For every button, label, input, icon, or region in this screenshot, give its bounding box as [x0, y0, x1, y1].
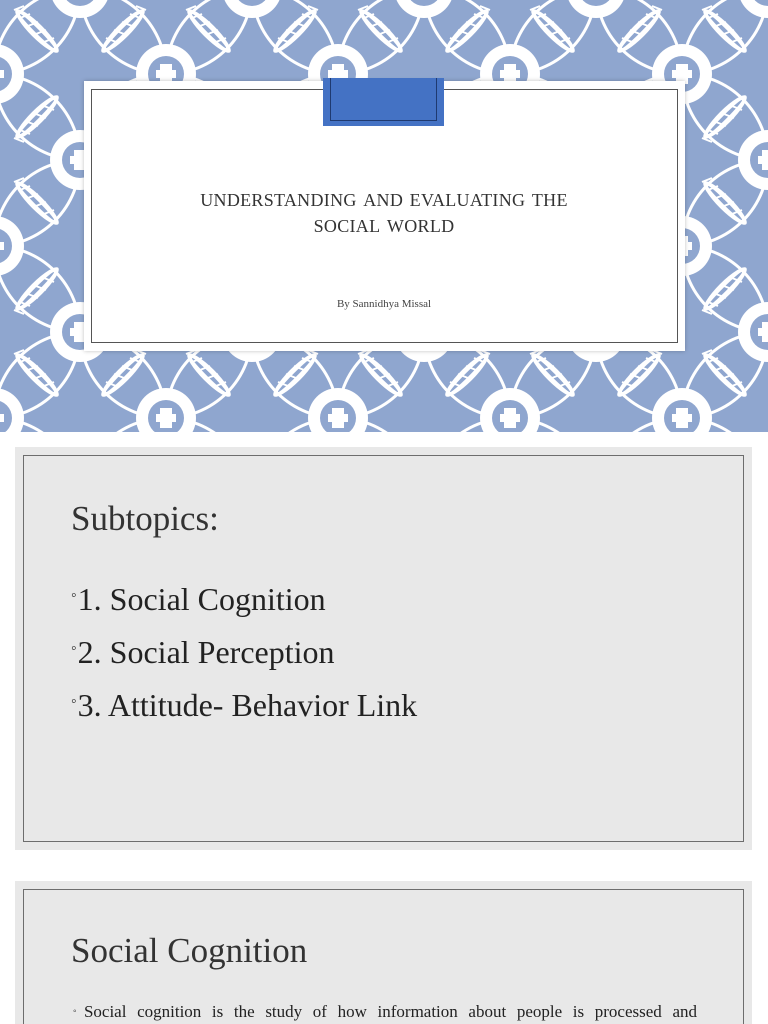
social-cognition-slide [15, 881, 752, 1024]
slide-heading: Social Cognition [71, 931, 308, 970]
title-accent-tab [323, 78, 444, 126]
slide-title-line-1: understanding and evaluating the [200, 185, 568, 212]
bullet-icon: ◦ [71, 640, 77, 657]
bullet-icon: ◦ [71, 693, 77, 710]
list-item-text: 2. Social Perception [77, 634, 335, 670]
list-item [71, 624, 417, 677]
slide-title [100, 186, 668, 238]
author-byline: By Sannidhya Missal [336, 298, 432, 310]
slide-body-text [73, 1001, 697, 1023]
bullet-icon: ◦ [73, 1006, 83, 1017]
slide-heading: Subtopics: [71, 499, 219, 538]
slide-title-line-2: social world [313, 211, 455, 238]
list-item-text: 3. Attitude- Behavior Link [77, 687, 418, 723]
bullet-icon: ◦ [71, 587, 77, 604]
body-paragraph: Social cognition is the study of how information about people is processed and [83, 1002, 697, 1021]
list-item [71, 571, 417, 624]
list-item [71, 677, 417, 730]
title-accent-tab-border [330, 78, 437, 121]
list-item-text: 1. Social Cognition [77, 581, 326, 617]
subtopics-slide [15, 447, 752, 850]
title-slide [0, 0, 768, 432]
subtopics-list [71, 571, 417, 730]
